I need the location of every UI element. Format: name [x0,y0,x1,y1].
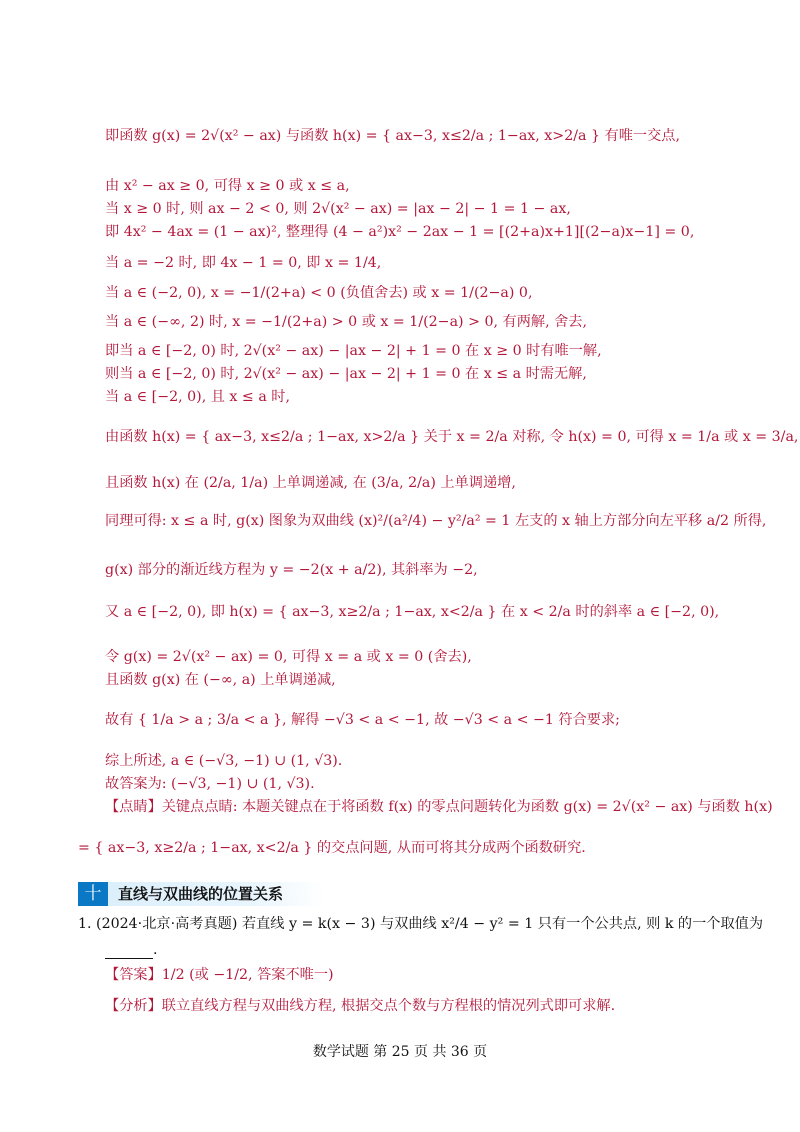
analysis-line [105,997,615,1015]
solution-line-20: 故答案为: (−√3, −1) ∪ (1, √3). [105,776,315,792]
answer-line [105,966,334,984]
solution-line-6: 当 a ∈ (−2, 0), x = −1/(2+a) < 0 (负值舍去) 或 x = 1/(2−a) 0, [105,285,533,301]
section-number-badge: 十 [78,882,108,906]
solution-line-18: 故有 { 1/a > a ; 3/a < a }, 解得 −√3 < a < −1, 故 −√3 < a < −1 符合要求; [105,712,620,728]
fill-in-blank-line [105,944,153,959]
solution-line-13: 同理可得: x ≤ a 时, g(x) 图象为双曲线 (x)²/(a²/4) − y²/a² = 1 左支的 x 轴上方部分向左平移 a/2 所得, [105,513,767,529]
analysis-text: 联立直线方程与双曲线方程, 根据交点个数与方程根的情况列式即可求解. [161,998,616,1014]
solution-line-19: 综上所述, a ∈ (−√3, −1) ∪ (1, √3). [105,753,343,769]
solution-line-7: 当 a ∈ (−∞, 2) 时, x = −1/(2+a) > 0 或 x = 1/(2−a) > 0, 有两解, 舍去, [105,314,587,330]
solution-line-5: 当 a = −2 时, 即 4x − 1 = 0, 即 x = 1/4, [105,255,382,271]
section-title: 直线与双曲线的位置关系 [118,885,284,903]
solution-line-15: 又 a ∈ [−2, 0), 即 h(x) = { ax−3, x≥2/a ; 1−ax, x<2/a } 在 x < 2/a 时的斜率 a ∈ [−2, 0), [105,604,720,620]
solution-line-16: 令 g(x) = 2√(x² − ax) = 0, 可得 x = a 或 x = 0 (舍去), [105,649,472,665]
solution-line-8: 即当 a ∈ [−2, 0) 时, 2√(x² − ax) − |ax − 2| + 1 = 0 在 x ≥ 0 时有唯一解, [105,343,602,359]
analysis-label: 【分析】 [105,998,162,1014]
solution-line-12: 且函数 h(x) 在 (2/a, 1/a) 上单调递减, 在 (3/a, 2/a) 上单调递增, [105,475,516,491]
key-point-line: 【点睛】关键点点睛: 本题关键点在于将函数 f(x) 的零点问题转化为函数 g(x) = 2√(x² − ax) 与函数 h(x) [105,799,773,815]
solution-line-2: 由 x² − ax ≥ 0, 可得 x ≥ 0 或 x ≤ a, [105,178,350,194]
solution-line-4: 即 4x² − 4ax = (1 − ax)², 整理得 (4 − a²)x² − 2ax − 1 = [(2+a)x+1][(2−a)x−1] = 0, [105,224,695,240]
answer-blank: . [105,941,158,959]
page-footer: 数学试题 第 25 页 共 36 页 [312,1044,488,1060]
solution-line-1: 即函数 g(x) = 2√(x² − ax) 与函数 h(x) = { ax−3, x≤2/a ; 1−ax, x>2/a } 有唯一交点, [105,128,680,144]
solution-line-17: 且函数 g(x) 在 (−∞, a) 上单调递减, [105,672,336,688]
solution-line-9: 则当 a ∈ [−2, 0) 时, 2√(x² − ax) − |ax − 2| + 1 = 0 在 x ≤ a 时需无解, [105,366,587,382]
solution-line-3: 当 x ≥ 0 时, 则 ax − 2 < 0, 则 2√(x² − ax) = |ax − 2| − 1 = 1 − ax, [105,201,571,217]
answer-label: 【答案】 [105,967,162,983]
key-point-line-2: = { ax−3, x≥2/a ; 1−ax, x<2/a } 的交点问题, 从而可将其分成两个函数研究. [78,840,586,856]
solution-line-11: 由函数 h(x) = { ax−3, x≤2/a ; 1−ax, x>2/a } 关于 x = 2/a 对称, 令 h(x) = 0, 可得 x = 1/a 或 x = 3/a, [105,429,799,445]
problem-statement: 1. (2024·北京·高考真题) 若直线 y = k(x − 3) 与双曲线 x²/4 − y² = 1 只有一个公共点, 则 k 的一个取值为 [78,916,764,932]
answer-text: 1/2 (或 −1/2, 答案不唯一) [161,967,334,983]
solution-line-14: g(x) 部分的渐近线方程为 y = −2(x + a/2), 其斜率为 −2, [105,562,478,578]
solution-line-10: 当 a ∈ [−2, 0), 且 x ≤ a 时, [105,389,290,405]
